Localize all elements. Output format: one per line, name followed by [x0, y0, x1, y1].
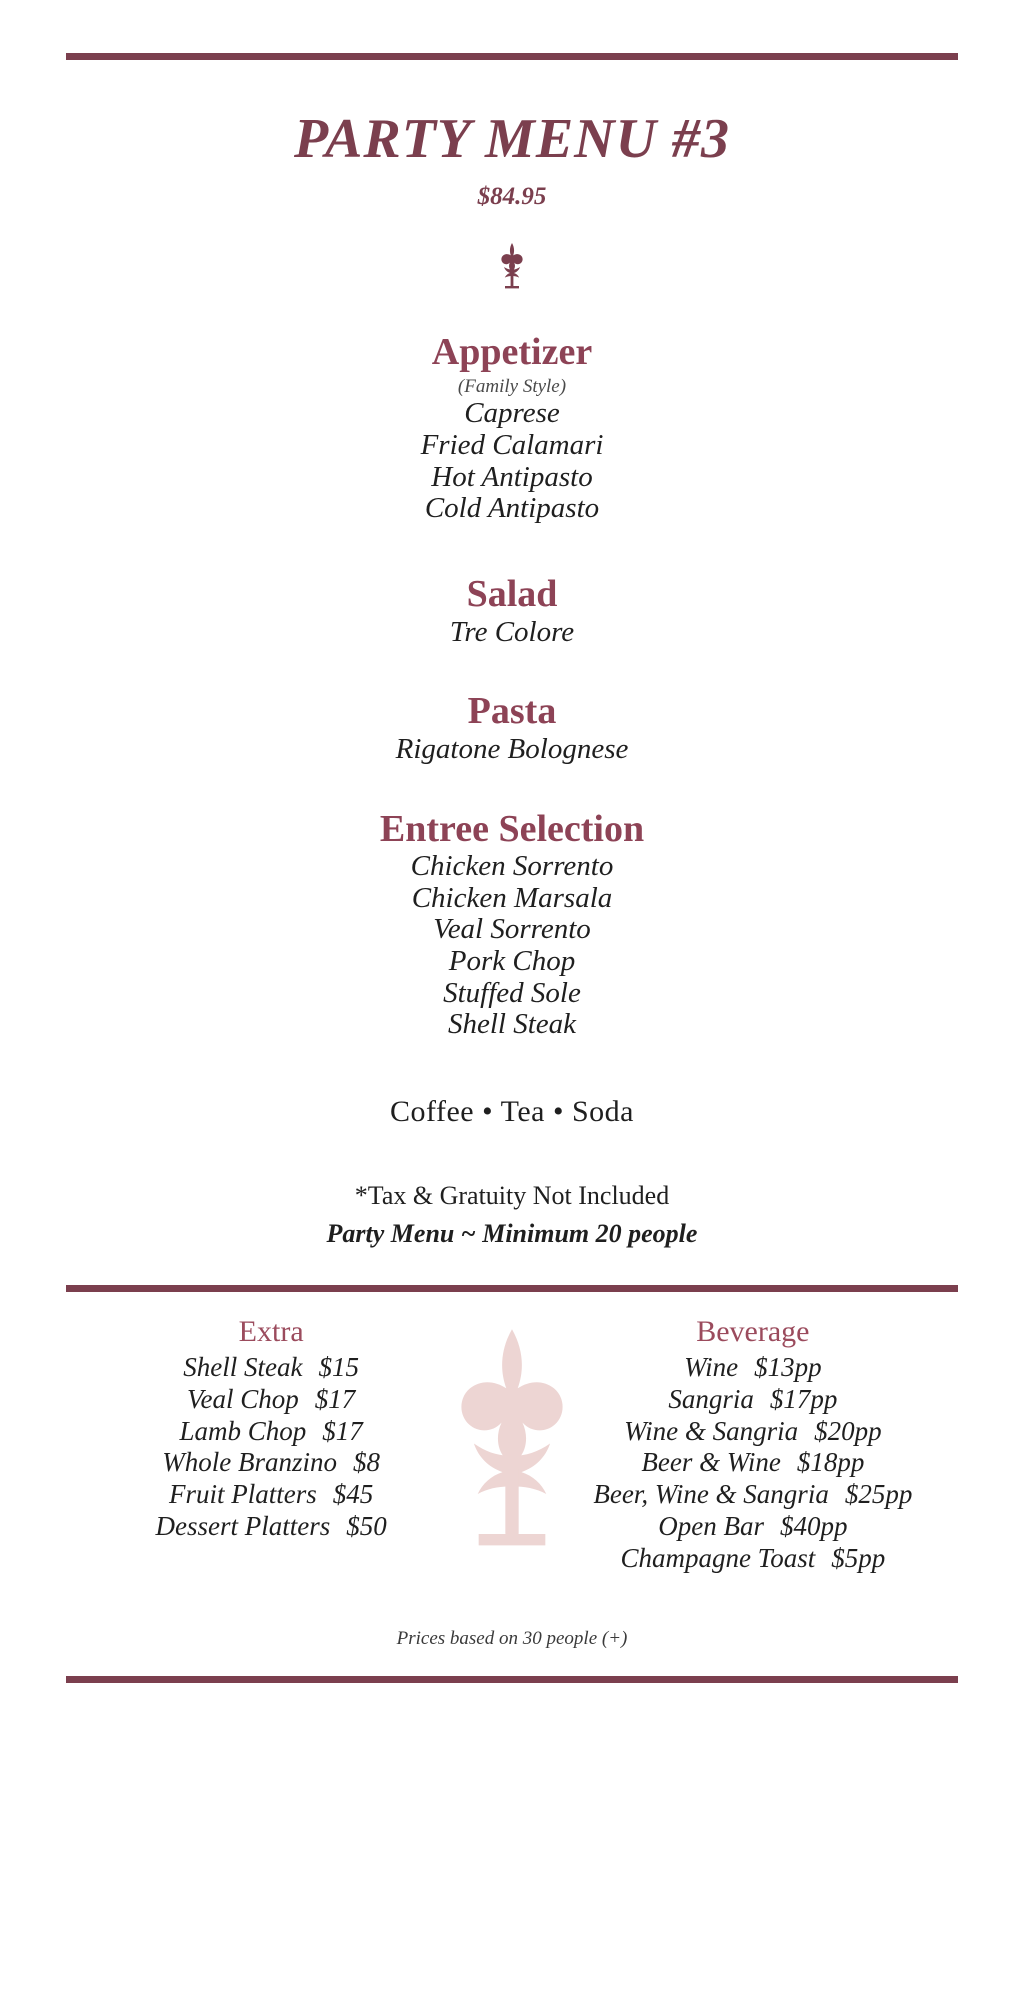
extra-price: $50 — [346, 1511, 387, 1542]
beverage-price: $5pp — [831, 1543, 886, 1574]
menu-item: Chicken Marsala — [411, 881, 613, 914]
beverage-row — [548, 1416, 958, 1448]
beverage-row — [548, 1511, 958, 1543]
tax-gratuity-note: *Tax & Gratuity Not Included — [354, 1180, 670, 1210]
extra-price: $17 — [322, 1415, 363, 1446]
beverage-name: Beer & Wine — [641, 1447, 781, 1478]
menu-item: Tre Colore — [449, 615, 575, 648]
extra-heading: Extra — [238, 1314, 304, 1348]
extra-name: Veal Chop — [187, 1383, 299, 1414]
beverage-row — [548, 1352, 958, 1384]
fleur-de-lis-icon — [66, 241, 958, 297]
beverage-price: $20pp — [814, 1415, 882, 1446]
bottom-divider — [66, 1676, 958, 1683]
section-appetizer — [66, 331, 958, 525]
menu-price: $84.95 — [477, 182, 547, 210]
beverage-row — [548, 1543, 958, 1575]
top-divider — [66, 53, 958, 60]
section-salad — [66, 573, 958, 648]
beverage-heading: Beverage — [696, 1314, 810, 1348]
extra-name: Dessert Platters — [155, 1511, 331, 1542]
section-note: (Family Style) — [457, 376, 567, 398]
menu-item: Pork Chop — [448, 945, 576, 978]
extra-price: $45 — [332, 1479, 374, 1510]
menu-item: Chicken Sorrento — [410, 850, 614, 883]
extra-name: Fruit Platters — [169, 1479, 317, 1510]
extra-price: $17 — [314, 1383, 356, 1414]
beverage-row — [548, 1479, 958, 1511]
menu-item: Veal Sorrento — [433, 913, 591, 946]
minimum-people-note: Party Menu ~ Minimum 20 people — [326, 1218, 698, 1248]
extra-price: $15 — [318, 1351, 360, 1382]
page-title: PARTY MENU #3 — [293, 108, 731, 170]
menu-item: Cold Antipasto — [424, 492, 600, 525]
included-drinks: Coffee • Tea • Soda — [390, 1094, 634, 1128]
beverage-name: Champagne Toast — [620, 1543, 816, 1574]
extra-row — [66, 1511, 476, 1543]
extras-block — [66, 1285, 958, 1683]
beverage-row — [548, 1384, 958, 1416]
menu-page — [0, 53, 1024, 2012]
middle-divider — [66, 1285, 958, 1292]
beverage-name: Beer, Wine & Sangria — [593, 1479, 829, 1510]
beverage-name: Open Bar — [658, 1511, 764, 1542]
extra-name: Lamb Chop — [179, 1415, 307, 1446]
beverage-row — [548, 1447, 958, 1479]
pricing-footnote: Prices based on 30 people (+) — [396, 1627, 628, 1649]
beverage-name: Sangria — [668, 1383, 754, 1414]
extra-row — [66, 1384, 476, 1416]
extra-row — [66, 1447, 476, 1479]
beverage-price: $17pp — [769, 1383, 838, 1414]
extra-row — [66, 1416, 476, 1448]
extra-column — [66, 1314, 476, 1543]
menu-item: Hot Antipasto — [431, 460, 593, 493]
menu-item: Shell Steak — [447, 1008, 577, 1041]
menu-item: Stuffed Sole — [443, 976, 581, 1009]
menu-item: Rigatone Bolognese — [395, 732, 629, 765]
section-heading: Appetizer — [431, 330, 593, 373]
extra-name: Whole Branzino — [162, 1447, 338, 1478]
section-entree-selection — [66, 808, 958, 1041]
section-pasta — [66, 690, 958, 765]
beverage-price: $18pp — [796, 1447, 865, 1478]
extra-row — [66, 1352, 476, 1384]
beverage-name: Wine — [684, 1351, 739, 1382]
section-heading: Pasta — [467, 690, 557, 733]
extra-name: Shell Steak — [183, 1351, 303, 1382]
beverage-name: Wine & Sangria — [624, 1415, 799, 1446]
extra-price: $8 — [353, 1447, 381, 1478]
extra-row — [66, 1479, 476, 1511]
beverage-price: $13pp — [754, 1351, 822, 1382]
menu-item: Fried Calamari — [420, 429, 604, 462]
section-heading: Salad — [466, 572, 558, 615]
extras-and-beverages — [66, 1314, 958, 1584]
beverage-price: $25pp — [844, 1479, 913, 1510]
menu-item: Caprese — [464, 397, 560, 430]
beverage-price: $40pp — [779, 1511, 848, 1542]
section-heading: Entree Selection — [379, 807, 645, 850]
beverage-column — [548, 1314, 958, 1575]
